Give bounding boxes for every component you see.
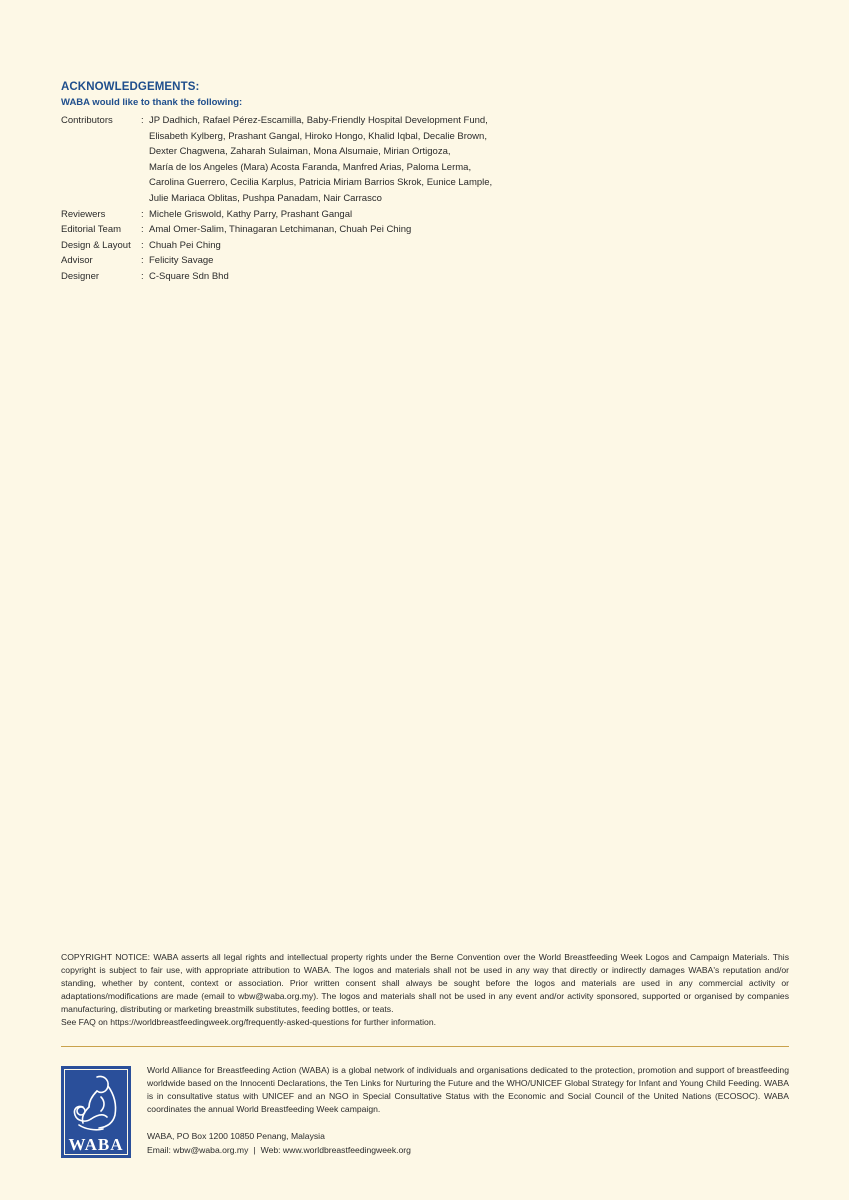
- contributors-line: Carolina Guerrero, Cecilia Karplus, Patricia Miriam Barrios Skrok, Eunice Lample,: [149, 177, 493, 189]
- mother-and-child-icon: [67, 1071, 125, 1133]
- credit-names: Amal Omer-Salim, Thinagaran Letchimanan, Chuah Pei Ching: [149, 224, 412, 236]
- copyright-faq: See FAQ on https://worldbreastfeedingweek.org/frequently-asked-questions for further information.: [61, 1016, 436, 1027]
- credit-role: Contributors: [61, 115, 113, 126]
- contributors-line: Dexter Chagwena, Zaharah Sulaiman, Mona Alsumaie, Mirian Ortigoza,: [149, 146, 451, 158]
- acknowledgements-title: ACKNOWLEDGEMENTS:: [61, 81, 200, 93]
- credit-names: [149, 113, 492, 207]
- web-link[interactable]: Web: www.worldbreastfeedingweek.org: [260, 1144, 411, 1155]
- credits-row-contributors: [61, 113, 492, 207]
- acknowledgements-section: [61, 80, 801, 285]
- acknowledgements-subtitle: WABA would like to thank the following:: [61, 97, 243, 108]
- credits-row-reviewers: [61, 207, 492, 223]
- address: WABA, PO Box 1200 10850 Penang, Malaysia: [147, 1131, 325, 1141]
- contributors-line: Elisabeth Kylberg, Prashant Gangal, Hiroko Hongo, Khalid Iqbal, Decalie Brown,: [149, 130, 487, 142]
- credit-role: Design & Layout: [61, 239, 131, 251]
- credit-colon: :: [141, 115, 144, 126]
- copyright-notice: [61, 951, 789, 1028]
- credit-colon: :: [141, 255, 144, 267]
- credit-role: Reviewers: [61, 208, 106, 220]
- waba-about: World Alliance for Breastfeeding Action (WABA) is a global network of individuals and organisations dedicated to the protection, promotion and support of breastfeeding worldwide based on the Innocenti Declarations, the Ten Links for Nurturing the Future and the WHO/UNICEF Global Strategy for Infant and Young Child Feeding. WABA is in consultative status with UNICEF and an NGO in Special Consultative Status with the Economic and Social Council of the United Nations (ECOSOC). WABA coordinates the annual World Breastfeeding Week campaign.: [147, 1065, 789, 1114]
- contributors-line: Julie Mariaca Oblitas, Pushpa Panadam, Nair Carrasco: [149, 192, 382, 204]
- credit-names: Felicity Savage: [149, 255, 214, 267]
- credit-colon: :: [141, 208, 144, 220]
- credits-row-designer: [61, 269, 492, 285]
- credits-row-advisor: [61, 253, 492, 269]
- credit-role: Editorial Team: [61, 224, 122, 236]
- contact-info: [147, 1130, 789, 1157]
- credits-row-design-layout: [61, 238, 492, 254]
- contributors-line: María de los Angeles (Mara) Acosta Faranda, Manfred Arias, Paloma Lerma,: [149, 161, 472, 173]
- credits-table: [61, 113, 492, 285]
- credit-colon: :: [141, 239, 144, 251]
- contact-separator: |: [253, 1144, 256, 1155]
- credit-names: Michele Griswold, Kathy Parry, Prashant Gangal: [149, 208, 353, 220]
- credits-row-editorial-team: [61, 222, 492, 238]
- logo-wordmark: WABA: [68, 1135, 124, 1154]
- credit-colon: :: [141, 224, 144, 236]
- credit-role: Designer: [61, 270, 100, 282]
- email-link[interactable]: Email: wbw@waba.org.my: [147, 1144, 249, 1155]
- copyright-text: COPYRIGHT NOTICE: WABA asserts all legal rights and intellectual property rights under the Berne Convention over the World Breastfeeding Week Logos and Campaign Materials. This copyright is subject to fair use, with appropriate attribution to WABA. The logos and materials shall not be used in any way that directly or indirectly damages WABA's reputation and/or standing, whether by content, context or association. Prior written consent shall always be sought before the logos and materials are used in any commercial activity or adaptations/modifications are made (email to wbw@waba.org.my). The logos and materials shall not be used in any event and/or activity sponsored, supported or organised by companies manufacturing, distributing or marketing breastmilk substitutes, feeding bottles, or teats.: [61, 952, 789, 1014]
- contributors-line: JP Dadhich, Rafael Pérez-Escamilla, Baby-Friendly Hospital Development Fund,: [149, 115, 488, 126]
- credit-names: C-Square Sdn Bhd: [149, 270, 229, 282]
- credit-role: Advisor: [61, 255, 93, 267]
- credit-names: Chuah Pei Ching: [149, 239, 221, 251]
- waba-logo: [61, 1066, 131, 1158]
- credit-colon: :: [141, 270, 144, 282]
- contact-line: [147, 1144, 789, 1158]
- footer-divider: [61, 1046, 789, 1047]
